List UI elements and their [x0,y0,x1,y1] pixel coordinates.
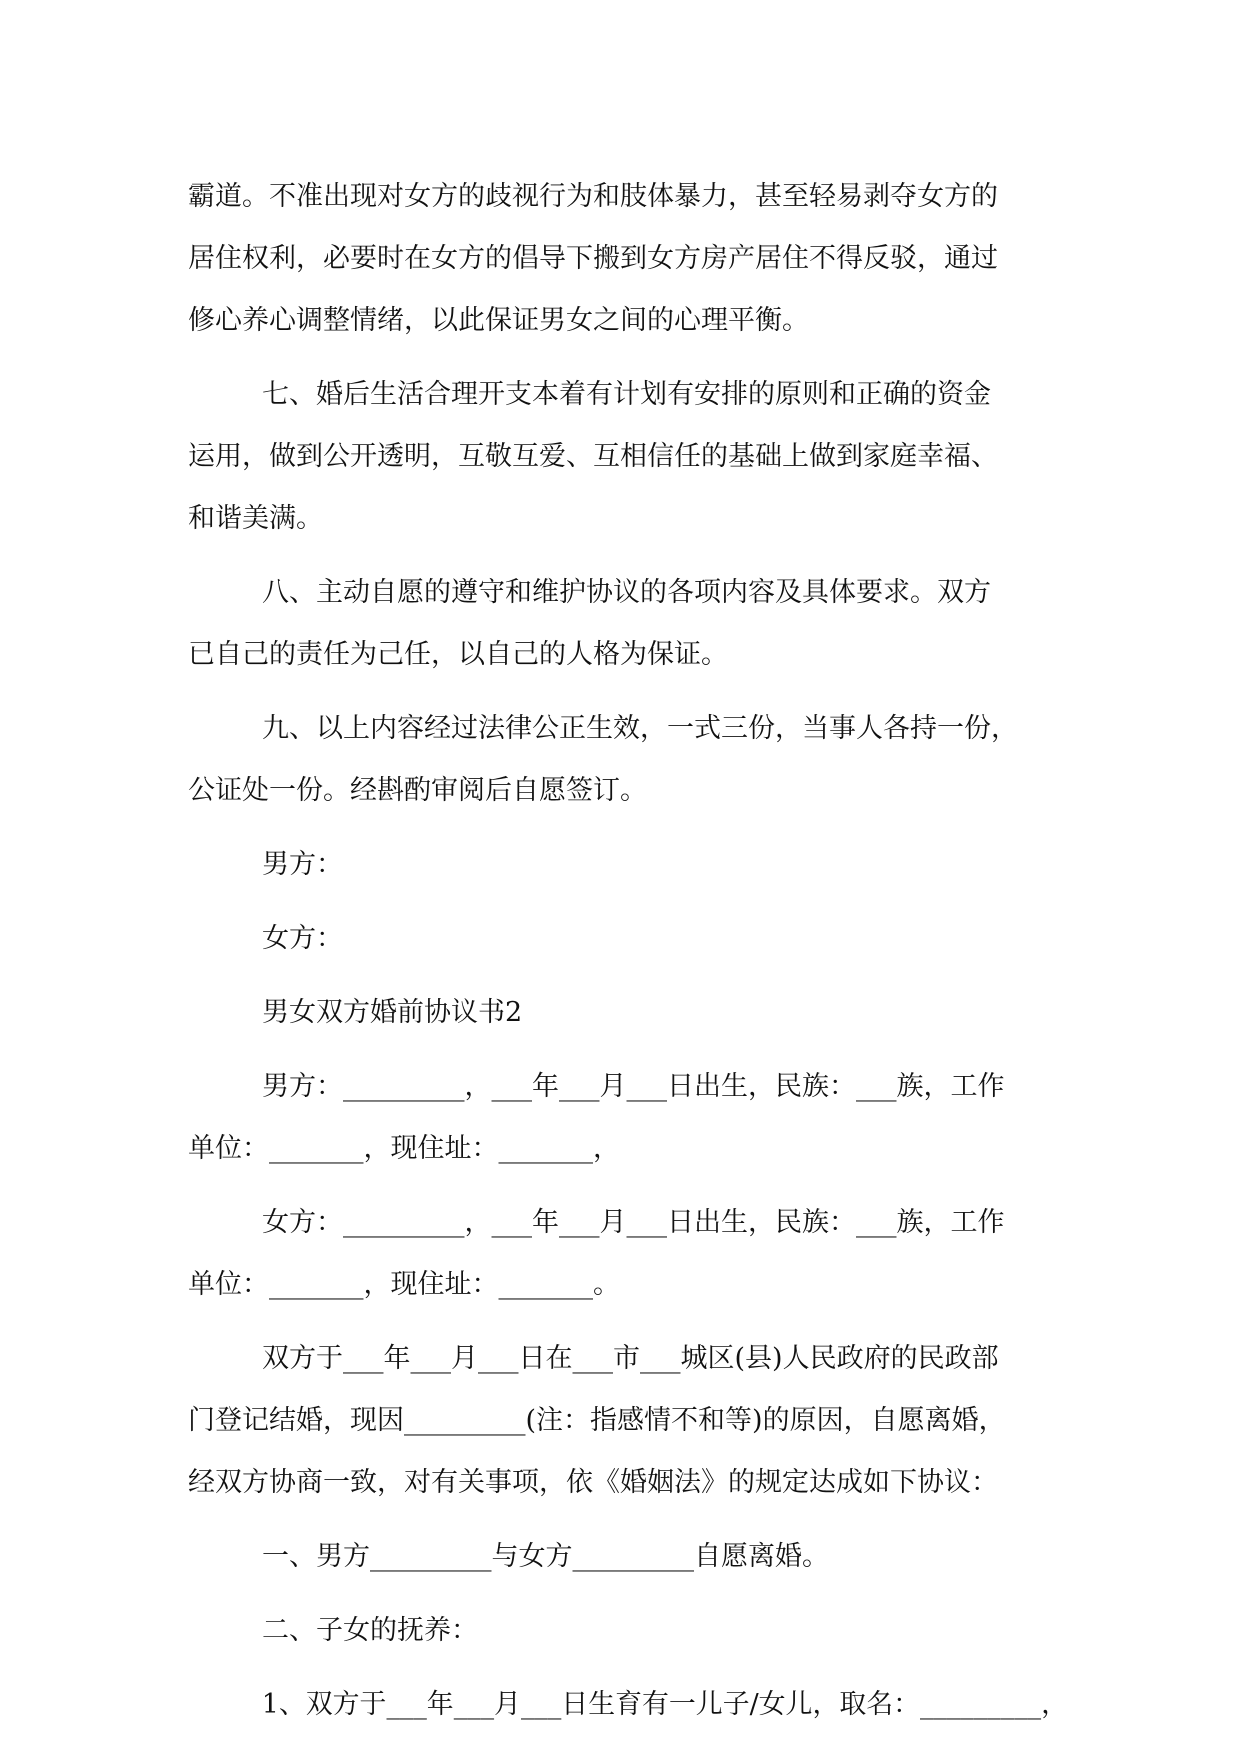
text-line: 运用，做到公开透明，互敬互爱、互相信任的基础上做到家庭幸福、 [188,441,998,472]
document-body [188,166,1068,1748]
text-line: 霸道。不准出现对女方的歧视行为和肢体暴力，甚至轻易剥夺女方的 [188,181,998,212]
text-line: 男方： [262,849,343,880]
text-line: 女方：_________，___年___月___日出生，民族：___族，工作 [262,1207,1005,1238]
paragraph [188,1600,1068,1662]
text-line: 公证处一份。经斟酌审阅后自愿签订。 [188,775,647,806]
paragraph [188,1328,1068,1514]
text-line: 八、主动自愿的遵守和维护协议的各项内容及具体要求。双方 [262,577,991,608]
text-line: 七、婚后生活合理开支本着有计划有安排的原则和正确的资金 [262,379,991,410]
text-line: 二、子女的抚养： [262,1615,478,1646]
text-line: 经双方协商一致，对有关事项，依《婚姻法》的规定达成如下协议： [188,1467,998,1498]
signature-line-female [188,908,1068,970]
text-line: 居住权利，必要时在女方的倡导下搬到女方房产居住不得反驳，通过 [188,243,998,274]
paragraph [188,364,1068,550]
paragraph [188,1056,1068,1180]
text-line: 和谐美满。 [188,503,323,534]
section-title [188,982,1068,1044]
text-line: 修心养心调整情绪，以此保证男女之间的心理平衡。 [188,305,809,336]
paragraph [188,562,1068,686]
paragraph [188,1674,1068,1736]
text-line: 1、双方于___年___月___日生育有一儿子/女儿，取名：_________， [261,1689,1069,1720]
text-line: 女方： [262,923,343,954]
text-line: 男方：_________，___年___月___日出生，民族：___族，工作 [262,1071,1005,1102]
text-line: 双方于___年___月___日在___市___城区(县)人民政府的民政部 [262,1343,999,1374]
paragraph [188,698,1068,822]
text-line: 单位：_______，现住址：_______。 [188,1269,620,1300]
paragraph [188,1192,1068,1316]
text-line: 男女双方婚前协议书2 [262,997,523,1028]
text-line: 一、男方_________与女方_________自愿离婚。 [262,1541,829,1572]
paragraph [188,1526,1068,1588]
text-line: 单位：_______，现住址：_______， [188,1133,620,1164]
text-line: 九、以上内容经过法律公正生效，一式三份，当事人各持一份， [262,713,1018,744]
signature-line-male [188,834,1068,896]
text-line: 已自己的责任为己任，以自己的人格为保证。 [188,639,728,670]
paragraph [188,166,1068,352]
text-line: 门登记结婚，现因_________(注：指感情不和等)的原因，自愿离婚， [188,1405,1006,1436]
